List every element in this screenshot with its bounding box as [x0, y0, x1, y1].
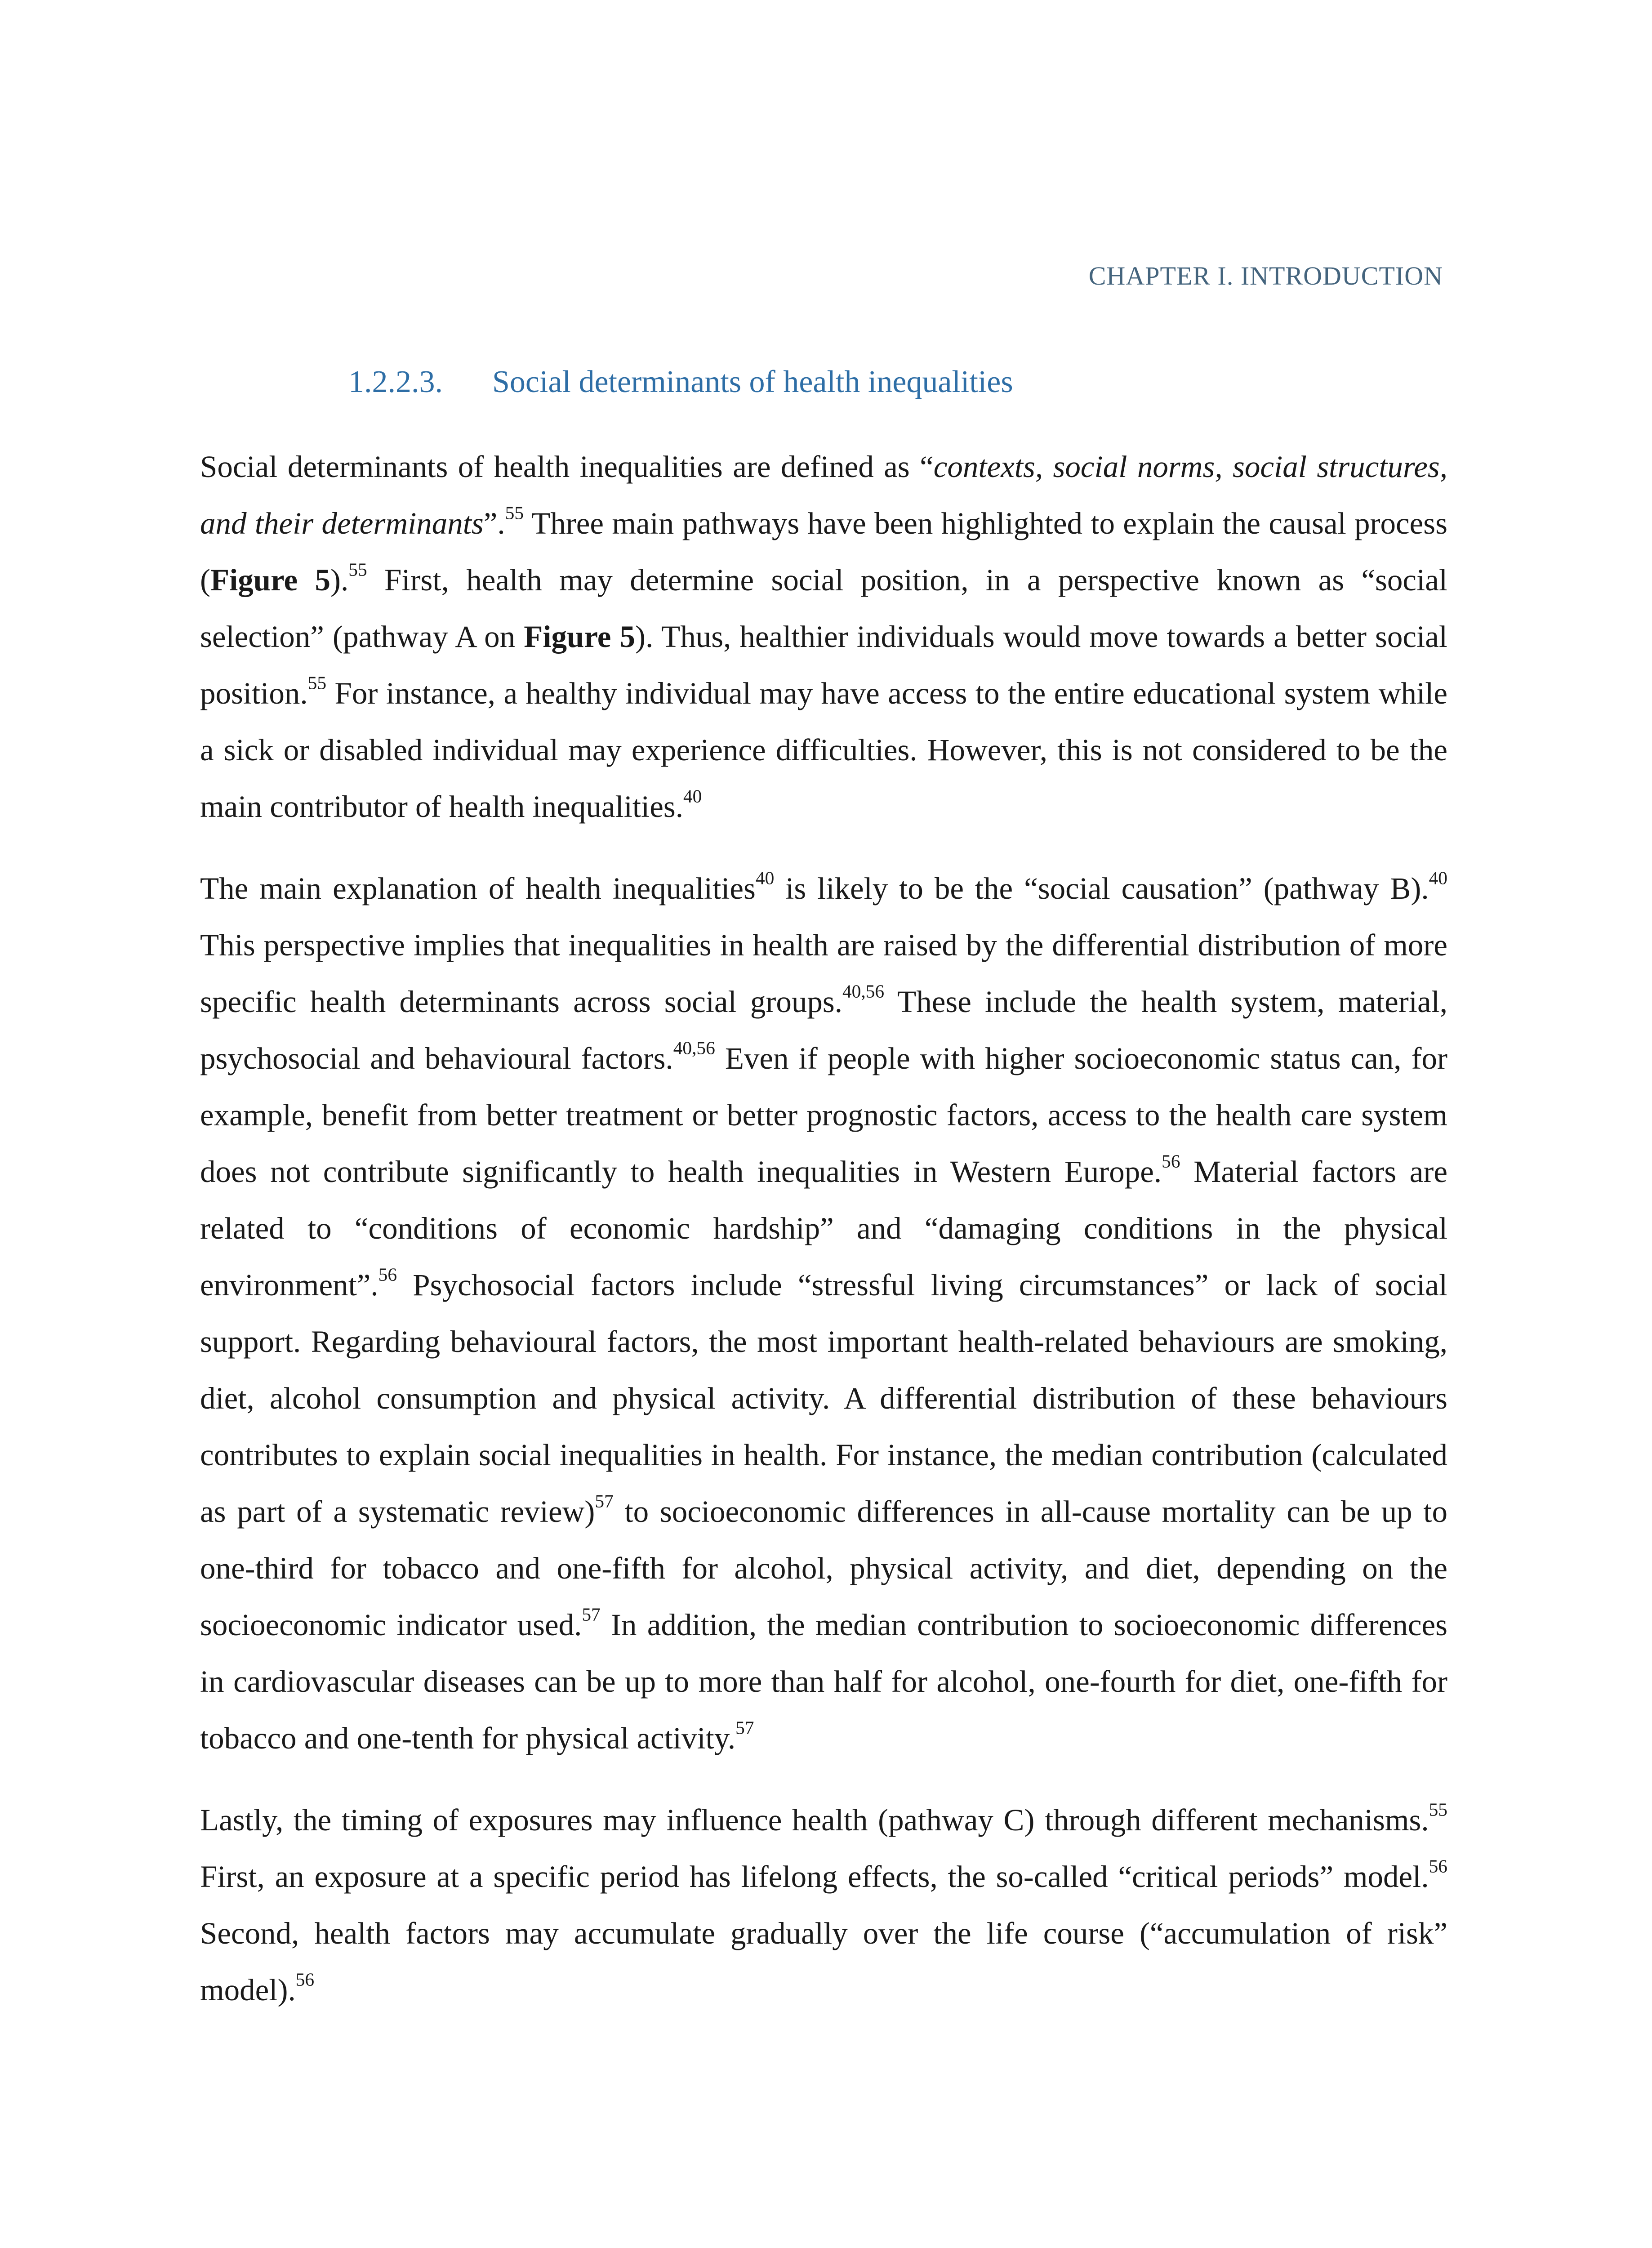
- text-run: ).: [330, 563, 349, 597]
- text-run: Lastly, the timing of exposures may influence health (pathway C) through different mechanisms.: [200, 1803, 1429, 1837]
- running-header: CHAPTER I. INTRODUCTION: [1088, 261, 1443, 290]
- citation-ref: 57: [582, 1604, 601, 1625]
- text-run: to socioeconomic differences in all-cause mortality can be up to one-third for tobacco and one-fifth for alcohol, physical activity, and diet, depending on the socioeconomic indicator used.: [200, 1494, 1447, 1642]
- citation-ref: 56: [378, 1264, 397, 1285]
- text-run: These include the health system, material, psychosocial and behavioural factors.: [200, 985, 1447, 1075]
- text-run: ). Thus, healthier individuals would move towards a better social position.: [200, 620, 1447, 710]
- section-title: Social determinants of health inequalities: [492, 365, 1013, 399]
- paragraph-social-selection: [200, 438, 1447, 835]
- body-text: [200, 438, 1447, 2043]
- section-heading: [348, 364, 1013, 400]
- paragraph-social-causation: [200, 860, 1447, 1766]
- text-run: Even if people with higher socioeconomic status can, for example, benefit from better treatment or better prognostic factors, access to the health care system does not contribute significantly to health inequalities in Western Europe.: [200, 1041, 1447, 1189]
- text-run: Second, health factors may accumulate gradually over the life course (“accumulation of risk” model).: [200, 1916, 1447, 2007]
- citation-ref: 40: [683, 785, 702, 807]
- figure-ref: Figure 5: [524, 620, 635, 654]
- text-run: Material factors are related to “conditions of economic hardship” and “damaging conditions in the physical environment”.: [200, 1155, 1447, 1302]
- citation-ref: 57: [595, 1490, 614, 1512]
- citation-ref: 40,56: [673, 1037, 715, 1058]
- citation-ref: 55: [1429, 1799, 1447, 1820]
- citation-ref: 55: [307, 672, 327, 693]
- citation-ref: 40,56: [842, 981, 885, 1002]
- citation-ref: 56: [1162, 1151, 1180, 1172]
- text-run: Psychosocial factors include “stressful living circumstances” or lack of social support. Regarding behavioural factors, the most important health-related behaviours are smoking, diet, alcohol consumption and physical activity. A differential distribution of these behaviours contributes to explain social inequalities in health. For instance, the median contribution (calculated as part of a systematic review): [200, 1268, 1447, 1529]
- text-run: Three main pathways have been highlighted to explain the causal process (: [200, 506, 1447, 597]
- figure-ref: Figure 5: [210, 563, 331, 597]
- text-run: This perspective implies that inequalities in health are raised by the differential distribution of more specific health determinants across social groups.: [200, 928, 1447, 1019]
- citation-ref: 55: [348, 559, 367, 580]
- text-run: First, an exposure at a specific period has lifelong effects, the so-called “critical periods” model.: [200, 1860, 1429, 1894]
- citation-ref: 56: [295, 1969, 315, 1990]
- quoted-definition: contexts, social norms, social structures, and their determinants: [200, 450, 1448, 540]
- citation-ref: 57: [735, 1717, 754, 1738]
- text-run: The main explanation of health inequalities: [200, 871, 756, 905]
- text-run: is likely to be the “social causation” (pathway B).: [774, 871, 1429, 905]
- text-run: Social determinants of health inequalities are defined as “: [200, 450, 934, 484]
- citation-ref: 40: [1429, 867, 1447, 888]
- text-run: For instance, a healthy individual may have access to the entire educational system while a sick or disabled individual may experience difficulties. However, this is not considered to be the main contributor of health inequalities.: [200, 676, 1447, 824]
- citation-ref: 56: [1429, 1855, 1447, 1877]
- text-run: ”.: [483, 506, 505, 540]
- text-run: First, health may determine social position, in a perspective known as “social selection” (pathway A on: [200, 563, 1447, 654]
- citation-ref: 40: [755, 867, 775, 888]
- citation-ref: 55: [505, 502, 524, 523]
- paragraph-timing-of-exposures: [200, 1792, 1447, 2018]
- text-run: In addition, the median contribution to socioeconomic differences in cardiovascular diseases can be up to more than half for alcohol, one-fourth for diet, one-fifth for tobacco and one-tenth for physical activity.: [200, 1608, 1447, 1755]
- section-number: 1.2.2.3.: [348, 365, 443, 399]
